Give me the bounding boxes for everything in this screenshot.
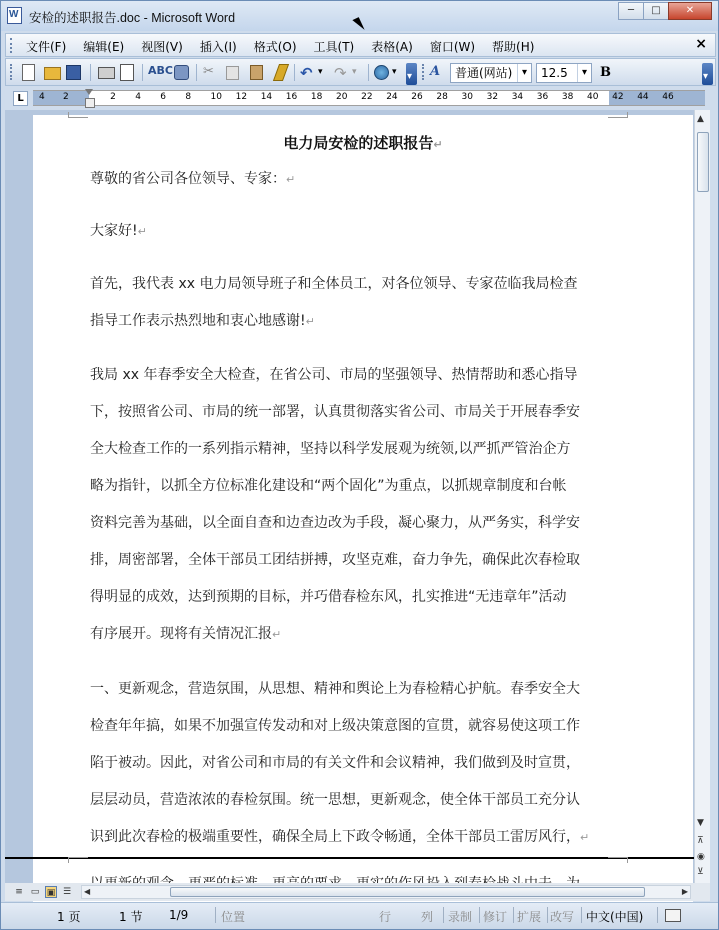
ruler-number: 2 [110, 92, 116, 102]
print-preview-icon[interactable] [120, 64, 134, 81]
line-text: 有序展开。现将有关情况汇报 [90, 626, 272, 642]
ruler-number: 22 [361, 92, 373, 102]
paragraph-line [90, 431, 610, 468]
vertical-scroll-thumb[interactable] [697, 132, 709, 192]
ruler-number: 30 [461, 92, 473, 102]
save-disk-icon[interactable] [66, 65, 81, 80]
document-title[interactable] [33, 132, 693, 153]
redo-icon[interactable]: ↷ [334, 64, 347, 82]
status-track-changes[interactable]: 修订 [483, 910, 508, 924]
paragraph-line [90, 579, 610, 616]
paragraph-mark: ↵ [272, 628, 282, 641]
paragraph[interactable] [90, 266, 610, 340]
tab-stop-selector[interactable]: L [13, 91, 28, 106]
status-bar [1, 902, 718, 929]
menu-edit[interactable]: 编辑(E) [83, 40, 125, 54]
status-language[interactable]: 中文(中国) [586, 910, 644, 924]
standard-toolbar [5, 58, 716, 86]
paragraph-line [90, 303, 610, 340]
paragraph-line [90, 819, 610, 856]
title-bar [1, 1, 718, 31]
normal-view-icon[interactable]: ≡ [15, 887, 23, 897]
paragraph-line [90, 542, 610, 579]
paragraph[interactable] [90, 357, 610, 653]
menu-insert[interactable]: 插入(I) [199, 40, 237, 54]
document-area[interactable] [5, 110, 694, 883]
line-text: 排，周密部署，全体干部员工团结拼搏，攻坚克难，奋力争先，确保此次春检取 [90, 552, 580, 568]
format-painter-icon[interactable] [273, 64, 289, 81]
line-text: 陷于被动。因此，对省公司和市局的有关文件和会议精神，我们做到及时宣贯， [90, 755, 580, 771]
ruler-number: 10 [210, 92, 222, 102]
paragraph[interactable] [90, 671, 610, 856]
status-separator [657, 907, 658, 923]
document-title-text: 电力局安检的述职报告 [283, 134, 434, 152]
menu-file[interactable]: 文件(F) [26, 40, 67, 54]
chevron-down-icon[interactable]: ▾ [577, 64, 591, 82]
paragraph-line [90, 468, 610, 505]
ruler-number: 34 [511, 92, 524, 102]
line-text: 检查年年搞，如果不加强宣传发动和对上级决策意图的宣贯，就容易使这项工作 [90, 718, 580, 734]
status-line: 行 [379, 910, 392, 924]
menu-help[interactable]: 帮助(H) [492, 40, 535, 54]
paragraph-line [90, 505, 610, 542]
toolbar-options-icon[interactable] [406, 63, 417, 85]
copy-icon[interactable] [226, 66, 239, 80]
status-page-of: 1/9 [169, 908, 189, 922]
print-layout-view-icon[interactable]: ▣ [46, 888, 56, 898]
line-text: 下，按照省公司、市局的统一部署，认真贯彻落实省公司、市局关于开展春季安 [90, 404, 580, 420]
line-text: 得明显的成效，达到预期的目标，并巧借春检东风，扎实推进“无违章年”活动 [90, 589, 567, 605]
toolbar-separator [196, 64, 197, 81]
menu-tools[interactable]: 工具(T) [313, 40, 355, 54]
ruler-row [5, 88, 716, 108]
cut-icon[interactable]: ✂ [203, 64, 214, 79]
hyperlink-icon[interactable] [374, 65, 389, 80]
ruler-number: 42 [612, 92, 624, 102]
status-separator [513, 907, 514, 923]
line-text: 指导工作表示热烈地和衷心地感谢! [90, 313, 306, 329]
indent-marker-icon[interactable] [85, 89, 94, 107]
line-text: 全大检查工作的一系列指示精神，坚持以科学发展观为统领,以严抓严管治企方 [90, 441, 571, 457]
toolbar-separator [368, 64, 369, 81]
ruler-number: 8 [185, 92, 192, 102]
menu-table[interactable]: 表格(A) [371, 40, 413, 54]
paragraph-line [90, 213, 610, 250]
window-title: 安检的述职报告.doc - Microsoft Word [29, 11, 236, 25]
status-extend[interactable]: 扩展 [517, 910, 542, 924]
paragraph-line [90, 616, 610, 653]
line-text: 首先，我代表 xx 电力局领导班子和全体员工，对各位领导、专家莅临我局检查 [90, 276, 578, 292]
ruler-number: 38 [561, 92, 574, 102]
previous-page-icon[interactable]: ⊼ [697, 836, 704, 846]
menu-view[interactable]: 视图(V) [141, 40, 183, 54]
open-folder-icon[interactable] [44, 67, 61, 80]
next-page-icon[interactable]: ⊻ [697, 867, 704, 877]
undo-icon[interactable]: ↶ [300, 64, 313, 82]
ruler-number: 18 [310, 92, 323, 102]
scroll-down-icon[interactable]: ▼ [697, 818, 704, 828]
status-page: 1 页 [57, 910, 81, 924]
paragraph[interactable] [90, 213, 610, 250]
paragraph-mark: ↵ [580, 831, 590, 844]
status-overtype[interactable]: 改写 [550, 910, 575, 924]
ruler-number: 4 [39, 92, 45, 102]
close-button[interactable]: ✕ [668, 2, 712, 20]
paragraph-line [90, 357, 610, 394]
paragraph-mark: ↵ [137, 225, 147, 238]
ruler-number: 36 [536, 92, 549, 102]
font-size-value: 12.5 [541, 66, 568, 80]
ruler-number: 46 [662, 92, 674, 102]
ruler-number: 12 [235, 92, 248, 102]
ruler-number: 32 [486, 92, 499, 102]
menu-grip-icon[interactable] [10, 38, 13, 53]
line-text: 一、更新观念，营造氛围，从思想、精神和舆论上为春检精心护航。春季安全大 [90, 681, 580, 697]
mouse-pointer-icon [352, 17, 364, 33]
paragraph-mark: ↵ [305, 315, 315, 328]
paragraph-line [90, 394, 610, 431]
print-icon[interactable] [98, 67, 115, 79]
ruler-number: 14 [260, 92, 273, 102]
paragraph[interactable] [90, 161, 610, 198]
page-break-line [5, 857, 694, 859]
toolbar-options-icon[interactable] [702, 63, 713, 85]
ruler-number: 44 [637, 92, 649, 102]
window-controls [619, 2, 712, 20]
ruler-number: 26 [411, 92, 423, 102]
bold-button[interactable]: B [600, 65, 611, 80]
toolbar-grip-icon[interactable] [422, 64, 425, 80]
ruler-number: 20 [336, 92, 348, 102]
spelling-icon[interactable]: ABC [148, 64, 173, 77]
paste-icon[interactable] [250, 65, 263, 80]
status-section: 1 节 [119, 910, 143, 924]
scroll-up-icon[interactable]: ▲ [697, 114, 704, 124]
line-text: 我局 xx 年春季安全大检查，在省公司、市局的坚强领导、热情帮助和悉心指导 [90, 367, 578, 383]
paragraph-line [90, 266, 610, 303]
web-view-icon[interactable]: ▭ [30, 887, 40, 897]
menu-bar [5, 33, 716, 57]
research-icon[interactable] [174, 65, 189, 80]
horizontal-scroll-thumb[interactable] [170, 887, 645, 897]
ruler-number: 16 [285, 92, 298, 102]
style-select-value: 普通(网站) [455, 66, 513, 80]
paragraph-mark: ↵ [433, 138, 443, 151]
chevron-down-icon[interactable]: ▾ [517, 64, 531, 82]
status-separator [443, 907, 444, 923]
line-text: 资料完善为基础，以全面自查和边查边改为手段，凝心聚力，从严务实，科学安 [90, 515, 580, 531]
ruler-number: 4 [135, 92, 141, 102]
ruler-number: 24 [386, 92, 398, 102]
paragraph-mark: ↵ [286, 173, 296, 186]
style-select[interactable] [450, 63, 532, 83]
horizontal-ruler[interactable] [33, 90, 705, 106]
horizontal-scroll-row [5, 883, 710, 901]
crop-mark [68, 112, 88, 118]
paragraph-line [90, 708, 610, 745]
line-text: 识到此次春检的极端重要性，确保全局上下政令畅通，全体干部员工雷厉风行， [90, 829, 580, 845]
paragraph-line [90, 782, 610, 819]
vertical-scrollbar[interactable] [694, 110, 710, 883]
status-separator [479, 907, 480, 923]
crop-mark [608, 857, 628, 863]
styles-formatting-icon[interactable]: A [430, 64, 441, 79]
paragraph-line [90, 671, 610, 708]
line-text: 尊敬的省公司各位领导、专家： [90, 171, 286, 187]
undo-dropdown-icon[interactable]: ▾ [318, 67, 323, 77]
crop-mark [68, 857, 88, 863]
ruler-number: 6 [160, 92, 167, 102]
maximize-button[interactable]: □ [643, 2, 669, 20]
font-size-select[interactable] [536, 63, 592, 83]
redo-dropdown-icon[interactable]: ▾ [352, 67, 357, 77]
outline-view-icon[interactable]: ☰ [62, 887, 72, 897]
new-document-icon[interactable] [22, 64, 35, 81]
horizontal-scrollbar[interactable] [81, 885, 691, 899]
line-text: 大家好! [90, 223, 138, 239]
status-record[interactable]: 录制 [448, 910, 473, 924]
scroll-right-icon[interactable]: ▶ [681, 887, 688, 896]
status-separator [215, 907, 216, 923]
select-browse-object-icon[interactable]: ◉ [697, 852, 705, 862]
minimize-button[interactable]: ─ [618, 2, 644, 20]
toolbar-separator [90, 64, 91, 81]
status-column: 列 [421, 910, 434, 924]
line-text: 层层动员，营造浓浓的春检氛围。统一思想，更新观念，使全体干部员工充分认 [90, 792, 580, 808]
menu-window[interactable]: 窗口(W) [429, 40, 476, 54]
toolbar-separator [294, 64, 295, 81]
ruler-number: 2 [63, 92, 69, 102]
ruler-number: 40 [587, 92, 599, 102]
status-position: 位置 [221, 910, 246, 924]
line-text: 略为指针，以抓全方位标准化建设和“两个固化”为重点，以抓规章制度和台帐 [90, 478, 567, 494]
status-separator [581, 907, 582, 923]
word-app-icon[interactable] [7, 7, 22, 24]
hyperlink-dropdown-icon[interactable]: ▾ [392, 67, 397, 77]
document-page[interactable] [33, 115, 693, 915]
scroll-left-icon[interactable]: ◀ [84, 887, 91, 896]
spelling-status-icon[interactable] [665, 909, 681, 922]
paragraph-line [90, 745, 610, 782]
toolbar-separator [142, 64, 143, 81]
status-separator [547, 907, 548, 923]
menu-format[interactable]: 格式(O) [253, 40, 297, 54]
ruler-number: 28 [436, 92, 448, 102]
crop-mark [608, 112, 628, 118]
toolbar-grip-icon[interactable] [10, 64, 13, 80]
paragraph-line [90, 161, 610, 198]
close-document-button[interactable]: × [695, 36, 707, 52]
